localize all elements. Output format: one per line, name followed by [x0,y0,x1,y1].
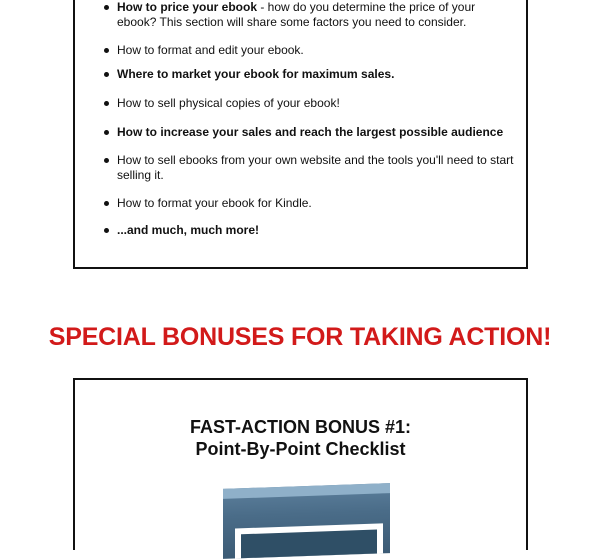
list-item-bold: How to increase your sales and reach the largest possible audience [117,124,504,139]
list-item [104,43,514,58]
bonus-title-line1: FAST-ACTION BONUS #1: [189,417,412,437]
list-item [104,96,514,111]
list-item-text: How to format and edit your ebook. [117,43,304,57]
list-item [104,153,514,182]
list-item-bold: ...and much, much more! [117,222,260,237]
list-item [104,125,514,140]
list-item-text: - how do you determine the price of your ebook? This section will share some factors you need to consider. [117,0,476,29]
list-item-bold: Where to market your ebook for maximum sales. [117,66,395,81]
bonus-box [73,378,528,550]
list-item [104,196,514,211]
bonus-title-line2: Point-By-Point Checklist [195,439,406,459]
bonus-title [75,416,526,460]
features-list [104,0,514,237]
bonuses-heading: SPECIAL BONUSES FOR TAKING ACTION! [48,323,552,351]
list-item-bold: How to price your ebook [117,0,258,14]
list-item-text: How to format your ebook for Kindle. [117,196,312,210]
list-item-text: How to sell physical copies of your ebook! [117,96,340,110]
list-item [104,223,514,238]
ebook-cover-top [223,483,390,499]
list-item-text: How to sell ebooks from your own website and the tools you'll need to start selling it. [117,153,514,182]
list-item [104,0,514,29]
list-item [104,67,514,82]
ebook-cover-image [223,483,390,559]
